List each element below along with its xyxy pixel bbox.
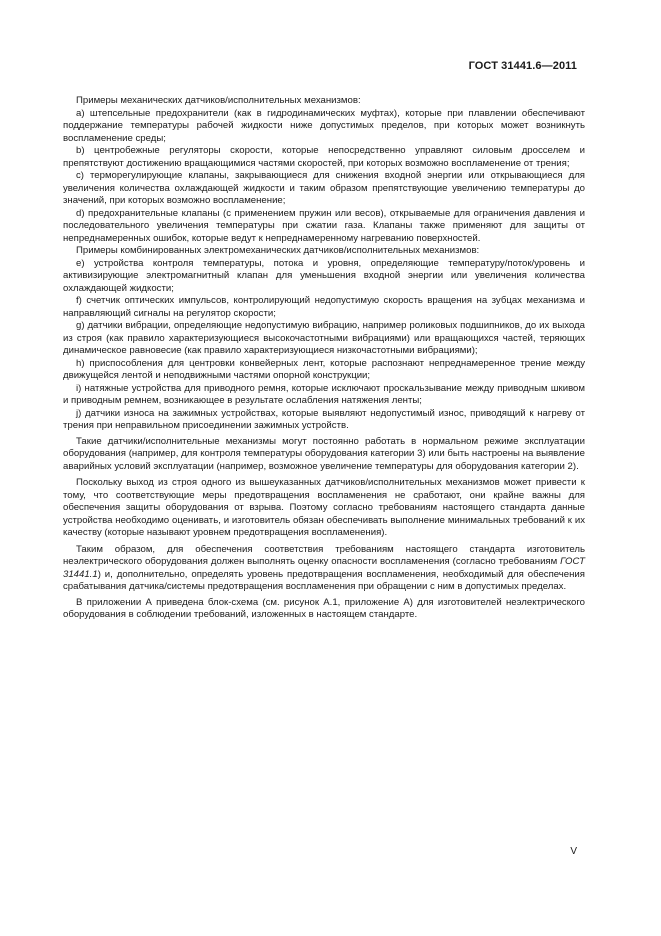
list-item-c: c) терморегулирующие клапаны, закрывающиеся для снижения входной энергии или открывающиеся для увеличения количества охлаждающей жидкости и таким образом препятствующие увеличению температуры до значений, при которых возможно воспламенение; (63, 170, 585, 206)
document-code-header: ГОСТ 31441.6—2011 (468, 60, 577, 72)
summary-text-start: Таким образом, для обеспечения соответствия требованиям настоящего стандарта изготовитель неэлектрического оборудования должен выполнять оценку опасности воспламенения (согласно требованиям (63, 543, 585, 567)
list-item-i: i) натяжные устройства для приводного ремня, которые исключают проскальзывание между приводным шкивом и приводным ремнем, возникающее в результате ослабления натяжения ленты; (63, 382, 585, 406)
list-item-g: g) датчики вибрации, определяющие недопустимую вибрацию, например роликовых подшипников, до их выхода из строя (как правило характеризующиеся высокочастотными вибрациями) или вращающихся частей, теряющих динамическое равновесие (как правило характеризующиеся низкочастотными вибрациями); (63, 320, 585, 356)
list-item-b: b) центробежные регуляторы скорости, которые непосредственно управляют силовым дросселем и препятствуют достижению вращающимися частями скоростей, при которых возможно воспламенение от трения; (63, 145, 585, 169)
list-item-h: h) приспособления для центровки конвейерных лент, которые распознают непреднамеренное трение между движущейся лентой и неподвижными частями опорной конструкции; (63, 357, 585, 381)
summary-text-end: ) и, дополнительно, определять уровень предотвращения воспламенения, необходимый для обеспечения срабатывания датчика/системы предотвращения воспламенения при обращении с ним в допустимых пределах. (63, 568, 585, 592)
paragraph-failure-consequences: Поскольку выход из строя одного из вышеуказанных датчиков/исполнительных механизмов может привести к тому, что соответствующие меры предотвращения воспламенения не сработают, они крайне важны для обеспечения защиты оборудования от взрыва. Поэтому согласно требованиям настоящего стандарта данные устройства необходимо оценивать, и изготовитель обязан обеспечивать выполнение минимальных требований к их качеству (которые называют уровнем предотвращения воспламенения). (63, 477, 585, 538)
paragraph-mechanical-intro: Примеры механических датчиков/исполнительных механизмов: (76, 95, 361, 106)
paragraph-electromechanical-intro: Примеры комбинированных электромеханических датчиков/исполнительных механизмов: (76, 245, 480, 256)
list-item-j: j) датчики износа на зажимных устройствах, которые выявляют недопустимый износ, приводящий к нагреву от трения при неправильном присоединении зажимных устройств. (63, 407, 585, 431)
list-item-a: a) штепсельные предохранители (как в гидродинамических муфтах), которые при плавлении обеспечивают поддержание температуры рабочей жидкости ниже допустимых пределов, при которых может возникнуть воспламенение среды; (63, 107, 585, 144)
paragraph-summary (63, 544, 585, 594)
list-item-e: e) устройства контроля температуры, потока и уровня, определяющие температуру/поток/уровень и активизирующие электромагнитный клапан для уменьшения входной энергии или увеличения количества охлаждающей жидкости; (63, 257, 585, 294)
standard-reference: ГОСТ 31441.1 (63, 556, 585, 580)
paragraph-appendix-reference: В приложении А приведена блок-схема (см. рисунок А.1, приложение А) для изготовителей неэлектрического оборудования в соблюдении требований, изложенных в настоящем стандарте. (63, 596, 585, 620)
page-number: V (570, 846, 577, 857)
list-item-d: d) предохранительные клапаны (с применением пружин или весов), открываемые для ограничения давления и последовательного увеличения температуры при сжатии газа. Клапаны также применяют для защиты от непреднамеренных ошибок, которые ведут к непреднамеренному нагреванию поверхностей. (63, 207, 585, 244)
paragraph-operation-modes: Такие датчики/исполнительные механизмы могут постоянно работать в нормальном режиме эксплуатации оборудования (например, для контроля температуры оборудования категории 3) или быть настроены на выявление аварийных условий эксплуатации (например, возможное увеличение температуры для оборудования категории 2). (63, 435, 585, 472)
list-item-f: f) счетчик оптических импульсов, контролирующий недопустимую скорость вращения на зубцах механизма и направляющий сигналы на регулятор скорости; (63, 295, 585, 319)
document-body (63, 95, 585, 622)
